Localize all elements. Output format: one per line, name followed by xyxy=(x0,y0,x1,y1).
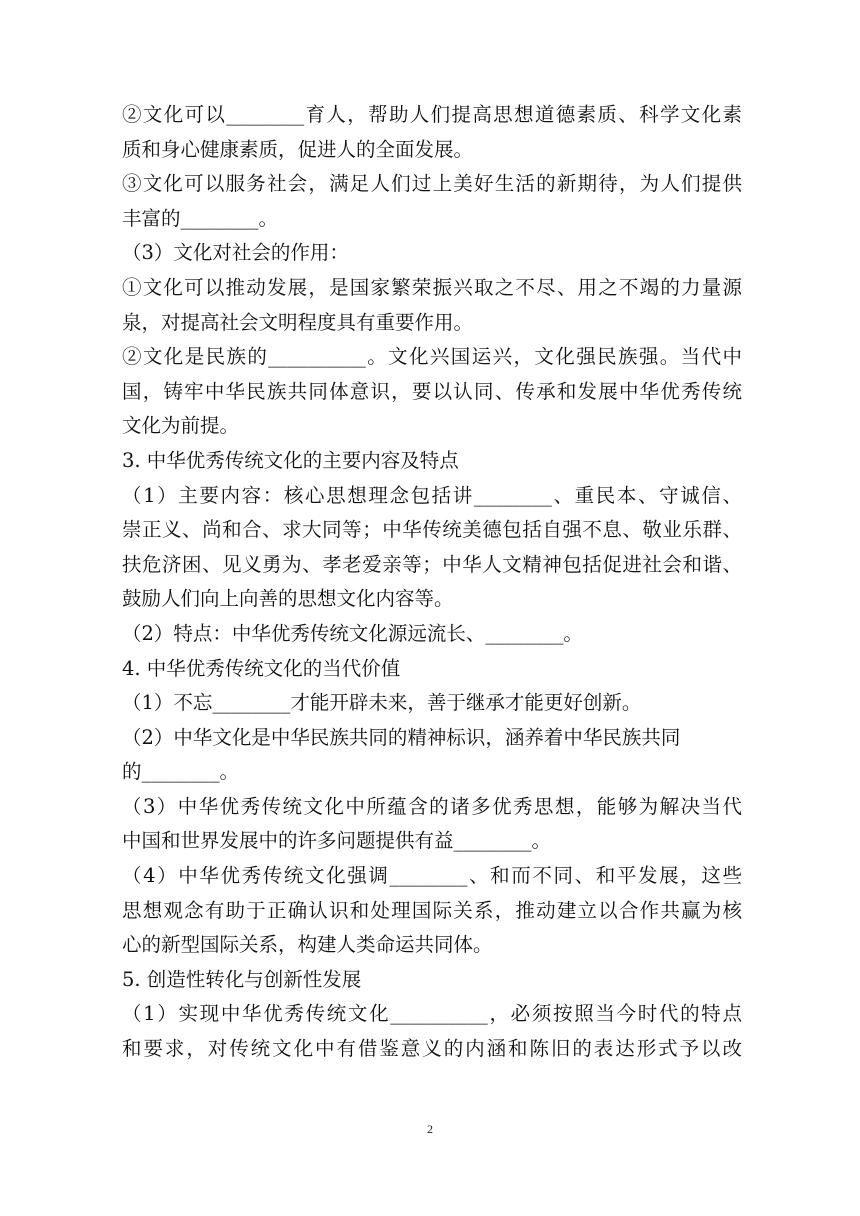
text-line: ②文化可以________育人，帮助人们提高思想道德素质、科学文化素 xyxy=(122,103,742,126)
text-line: 质和身心健康素质，促进人的全面发展。 xyxy=(122,137,474,161)
page-number: 2 xyxy=(427,1122,433,1136)
text-line: 的________。 xyxy=(122,760,240,784)
section-heading: 3. 中华优秀传统文化的主要内容及特点 xyxy=(122,448,459,472)
text-line: 扶危济困、见义勇为、孝老爱亲等；中华人文精神包括促进社会和谐、 xyxy=(122,552,742,576)
text-line: （1）不忘________才能开辟未来，善于继承才能更好创新。 xyxy=(122,691,642,715)
text-line: ②文化是民族的__________。文化兴国运兴，文化强民族强。当代中 xyxy=(122,345,742,369)
text-line: ①文化可以推动发展，是国家繁荣振兴取之不尽、用之不竭的力量源 xyxy=(122,275,742,299)
text-line: （3）文化对社会的作用： xyxy=(122,241,349,265)
text-line: 思想观念有助于正确认识和处理国际关系，推动建立以合作共赢为核 xyxy=(122,898,742,922)
text-line: 文化为前提。 xyxy=(122,414,240,438)
document-body xyxy=(122,98,742,1067)
section-heading: 5. 创造性转化与创新性发展 xyxy=(122,967,362,991)
text-line: （2）特点：中华优秀传统文化源远流长、________。 xyxy=(122,621,583,645)
text-line: 国，铸牢中华民族共同体意识，要以认同、传承和发展中华优秀传统 xyxy=(122,379,742,403)
text-line: 丰富的________。 xyxy=(122,206,279,230)
text-line: （1）主要内容：核心思想理念包括讲________、重民本、守诚信、 xyxy=(122,483,742,507)
text-line: 鼓励人们向上向善的思想文化内容等。 xyxy=(122,587,454,611)
text-line: 崇正义、尚和合、求大同等；中华传统美德包括自强不息、敬业乐群、 xyxy=(122,518,742,542)
text-line: 泉，对提高社会文明程度具有重要作用。 xyxy=(122,310,474,334)
text-line: 中国和世界发展中的许多问题提供有益________。 xyxy=(122,829,552,853)
text-line: 心的新型国际关系，构建人类命运共同体。 xyxy=(122,933,493,957)
text-line: （3）中华优秀传统文化中所蕴含的诸多优秀思想，能够为解决当代 xyxy=(122,794,742,818)
text-line: 和要求，对传统文化中有借鉴意义的内涵和陈旧的表达形式予以改 xyxy=(122,1037,742,1061)
section-heading: 4. 中华优秀传统文化的当代价值 xyxy=(122,656,401,680)
text-line: ③文化可以服务社会，满足人们过上美好生活的新期待，为人们提供 xyxy=(122,172,742,196)
text-line: （4）中华优秀传统文化强调________、和而不同、和平发展，这些 xyxy=(122,864,742,888)
text-line: （2）中华文化是中华民族共同的精神标识，涵养着中华民族共同 xyxy=(122,725,681,749)
text-line: （1）实现中华优秀传统文化__________，必须按照当今时代的特点 xyxy=(122,1002,742,1026)
